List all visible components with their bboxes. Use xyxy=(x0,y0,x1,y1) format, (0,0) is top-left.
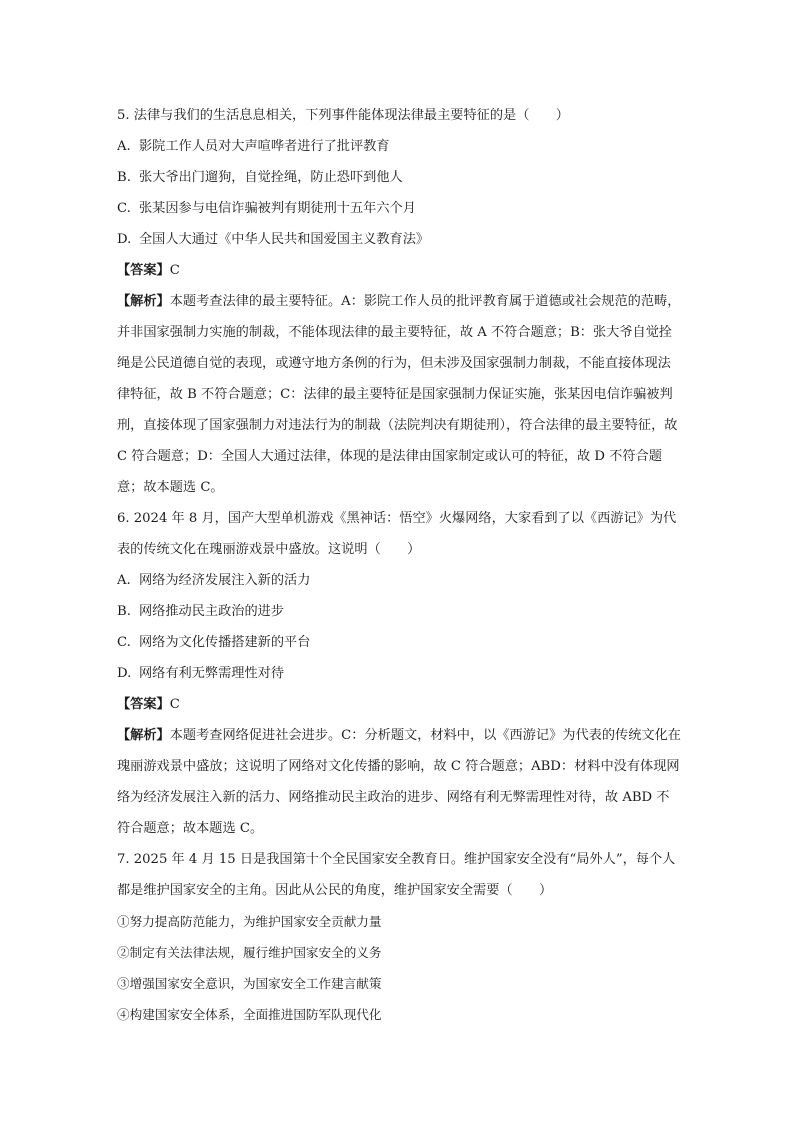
analysis-tag: 【解析】 xyxy=(117,728,170,743)
option-letter: A. xyxy=(117,139,131,154)
option-letter: D. xyxy=(117,666,132,681)
answer-tag: 【答案】 xyxy=(117,697,170,712)
answer-value: C xyxy=(169,263,180,278)
question-6-option-b xyxy=(117,596,682,627)
question-6-analysis xyxy=(117,720,682,844)
question-6-option-a xyxy=(117,565,682,596)
question-7-item-1: ①努力提高防范能力，为维护国家安全贡献力量 xyxy=(117,914,382,929)
question-5-option-a xyxy=(117,131,682,162)
analysis-text: 本题考查法律的最主要特征。A：影院工作人员的批评教育属于道德或社会规范的范畴，并非国家强制力实施的制裁，不能体现法律的最主要特征，故 A 不符合题意；B：张大爷自觉拴绳是公民道德自觉的表现，或遵守地方条例的行为，但未涉及国家强制力制裁，不能直接体现法律特征，故 B 不符合题意；C：法律的最主要特征是国家强制力保证实施，张某因电信诈骗被判刑，直接体现了国家强制力对违法行为的制裁（法院判决有期徒刑），符合法律的最主要特征，故 C 符合题意；D：全国人大通过法律，体现的是法律由国家制定或认可的特征，故 D 不符合题意；故本题选 C。 xyxy=(117,294,681,495)
option-text: 张某因参与电信诈骗被判有期徒刑十五年六个月 xyxy=(139,201,416,216)
option-text: 网络为文化传播搭建新的平台 xyxy=(139,635,311,650)
question-7-item-2: ②制定有关法律法规，履行维护国家安全的义务 xyxy=(117,945,382,960)
question-7-stem: 7. 2025 年 4 月 15 日是我国第十个全民国家安全教育日。维护国家安全没有“局外人”，每个人都是维护国家安全的主角。因此从公民的角度，维护国家安全需要（ ） xyxy=(117,852,676,898)
answer-value: C xyxy=(169,697,180,712)
question-5-option-d xyxy=(117,224,682,255)
question-7-item-3: ③增强国家安全意识，为国家安全工作建言献策 xyxy=(117,976,382,991)
analysis-tag: 【解析】 xyxy=(117,294,170,309)
question-6-answer xyxy=(117,689,682,720)
option-text: 网络有利无弊需理性对待 xyxy=(139,666,285,681)
question-5-option-c xyxy=(117,193,682,224)
question-5-analysis xyxy=(117,286,682,503)
option-letter: C. xyxy=(117,201,131,216)
answer-tag: 【答案】 xyxy=(117,263,170,278)
option-letter: D. xyxy=(117,232,132,247)
analysis-text: 本题考查网络促进社会进步。C：分析题文，材料中，以《西游记》为代表的传统文化在瑰丽游戏景中盛放；这说明了网络对文化传播的影响，故 C 符合题意；ABD：材料中没有体现网络为经济发展注入新的活力、网络推动民主政治的进步、网络有利无弊需理性对待，故 ABD 不符合题意；故本题选 C。 xyxy=(117,728,681,836)
option-letter: B. xyxy=(117,170,131,185)
option-text: 全国人大通过《中华人民共和国爱国主义教育法》 xyxy=(139,232,430,247)
question-5-option-b xyxy=(117,162,682,193)
question-6-option-c xyxy=(117,627,682,658)
option-letter: B. xyxy=(117,604,131,619)
option-text: 张大爷出门遛狗，自觉拴绳，防止恐吓到他人 xyxy=(139,170,403,185)
option-letter: C. xyxy=(117,635,131,650)
question-content xyxy=(117,100,682,1030)
question-5-stem: 5. 法律与我们的生活息息相关，下列事件能体现法律最主要特征的是（ ） xyxy=(117,108,569,123)
option-text: 影院工作人员对大声喧哗者进行了批评教育 xyxy=(139,139,390,154)
question-6-stem: 6. 2024 年 8 月，国产大型单机游戏《黑神话：悟空》火爆网络，大家看到了以《西游记》为代表的传统文化在瑰丽游戏景中盛放。这说明（ ） xyxy=(117,511,677,557)
option-letter: A. xyxy=(117,573,131,588)
option-text: 网络推动民主政治的进步 xyxy=(139,604,285,619)
question-7-item-4: ④构建国家安全体系，全面推进国防军队现代化 xyxy=(117,1007,382,1022)
question-5-answer xyxy=(117,255,682,286)
option-text: 网络为经济发展注入新的活力 xyxy=(139,573,311,588)
question-6-option-d xyxy=(117,658,682,689)
